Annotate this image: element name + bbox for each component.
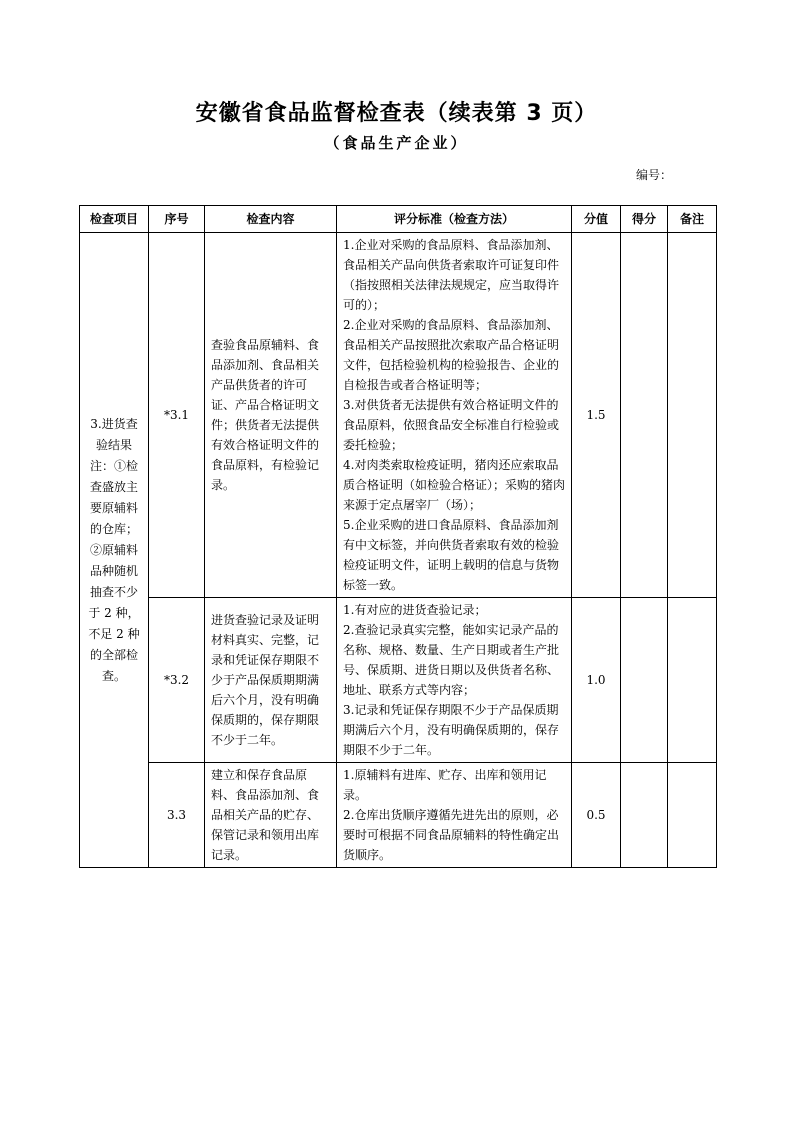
inspection-item-cell: 3.进货查 验结果 注：①检 查盛放主 要原辅料 的仓库； ②原辅料 品种随机 抽查不少 于 2 种， 不足 2 种 的全部检 查。 bbox=[80, 233, 149, 868]
page-title: 安徽省食品监督检查表（续表第 3 页） bbox=[195, 101, 598, 126]
column-header-content: 检查内容 bbox=[205, 206, 337, 233]
row-got-score-field[interactable] bbox=[621, 233, 668, 598]
table-row bbox=[80, 763, 717, 868]
table-header-row bbox=[80, 206, 717, 233]
row-score: 0.5 bbox=[572, 763, 621, 868]
page-subtitle: （食品生产企业） bbox=[324, 134, 469, 152]
row-note-field[interactable] bbox=[668, 233, 717, 598]
serial-number-label: 编号： bbox=[636, 168, 673, 182]
table-row bbox=[80, 233, 717, 598]
row-content: 建立和保存食品原料、食品添加剂、食品相关产品的贮存、保管记录和领用出库记录。 bbox=[205, 763, 337, 868]
row-criteria: 1.企业对采购的食品原料、食品添加剂、食品相关产品向供货者索取许可证复印件（指按照相关法律法规规定，应当取得许可的）； 2.企业对采购的食品原料、食品添加剂、食品相关产品按照批次索取产品合格证明文件，包括检验机构的检验报告、企业的自检报告或者合格证明等； 3.对供货者无法提供有效合格证明文件的食品原料，依照食品安全标准自行检验或委托检验； 4.对肉类索取检疫证明，猪肉还应索取品质合格证明（如检验合格证）；采购的猪肉来源于定点屠宰厂（场）； 5.企业采购的进口食品原料、食品添加剂有中文标签，并向供货者索取有效的检验检疫证明文件，证明上载明的信息与货物标签一致。 bbox=[337, 233, 572, 598]
row-content: 查验食品原辅料、食品添加剂、食品相关产品供货者的许可证、产品合格证明文件；供货者无法提供有效合格证明文件的食品原料，有检验记录。 bbox=[205, 233, 337, 598]
row-criteria: 1.有对应的进货查验记录； 2.查验记录真实完整，能如实记录产品的名称、规格、数量、生产日期或者生产批号、保质期、进货日期以及供货者名称、地址、联系方式等内容； 3.记录和凭证保存期限不少于产品保质期期满后六个月，没有明确保质期的，保存期限不少于二年。 bbox=[337, 598, 572, 763]
row-criteria: 1.原辅料有进库、贮存、出库和领用记录。 2.仓库出货顺序遵循先进先出的原则，必要时可根据不同食品原辅料的特性确定出货顺序。 bbox=[337, 763, 572, 868]
row-number: 3.3 bbox=[149, 763, 205, 868]
row-number: *3.2 bbox=[149, 598, 205, 763]
row-score: 1.5 bbox=[572, 233, 621, 598]
column-header-note: 备注 bbox=[668, 206, 717, 233]
column-header-item: 检查项目 bbox=[80, 206, 149, 233]
row-got-score-field[interactable] bbox=[621, 598, 668, 763]
column-header-got: 得分 bbox=[621, 206, 668, 233]
column-header-no: 序号 bbox=[149, 206, 205, 233]
row-got-score-field[interactable] bbox=[621, 763, 668, 868]
column-header-criteria: 评分标准（检查方法） bbox=[337, 206, 572, 233]
row-content: 进货查验记录及证明材料真实、完整，记录和凭证保存期限不少于产品保质期期满后六个月，没有明确保质期的，保存期限不少于二年。 bbox=[205, 598, 337, 763]
row-score: 1.0 bbox=[572, 598, 621, 763]
column-header-score: 分值 bbox=[572, 206, 621, 233]
inspection-table bbox=[79, 205, 717, 868]
row-note-field[interactable] bbox=[668, 763, 717, 868]
row-note-field[interactable] bbox=[668, 598, 717, 763]
table-row bbox=[80, 598, 717, 763]
row-number: *3.1 bbox=[149, 233, 205, 598]
